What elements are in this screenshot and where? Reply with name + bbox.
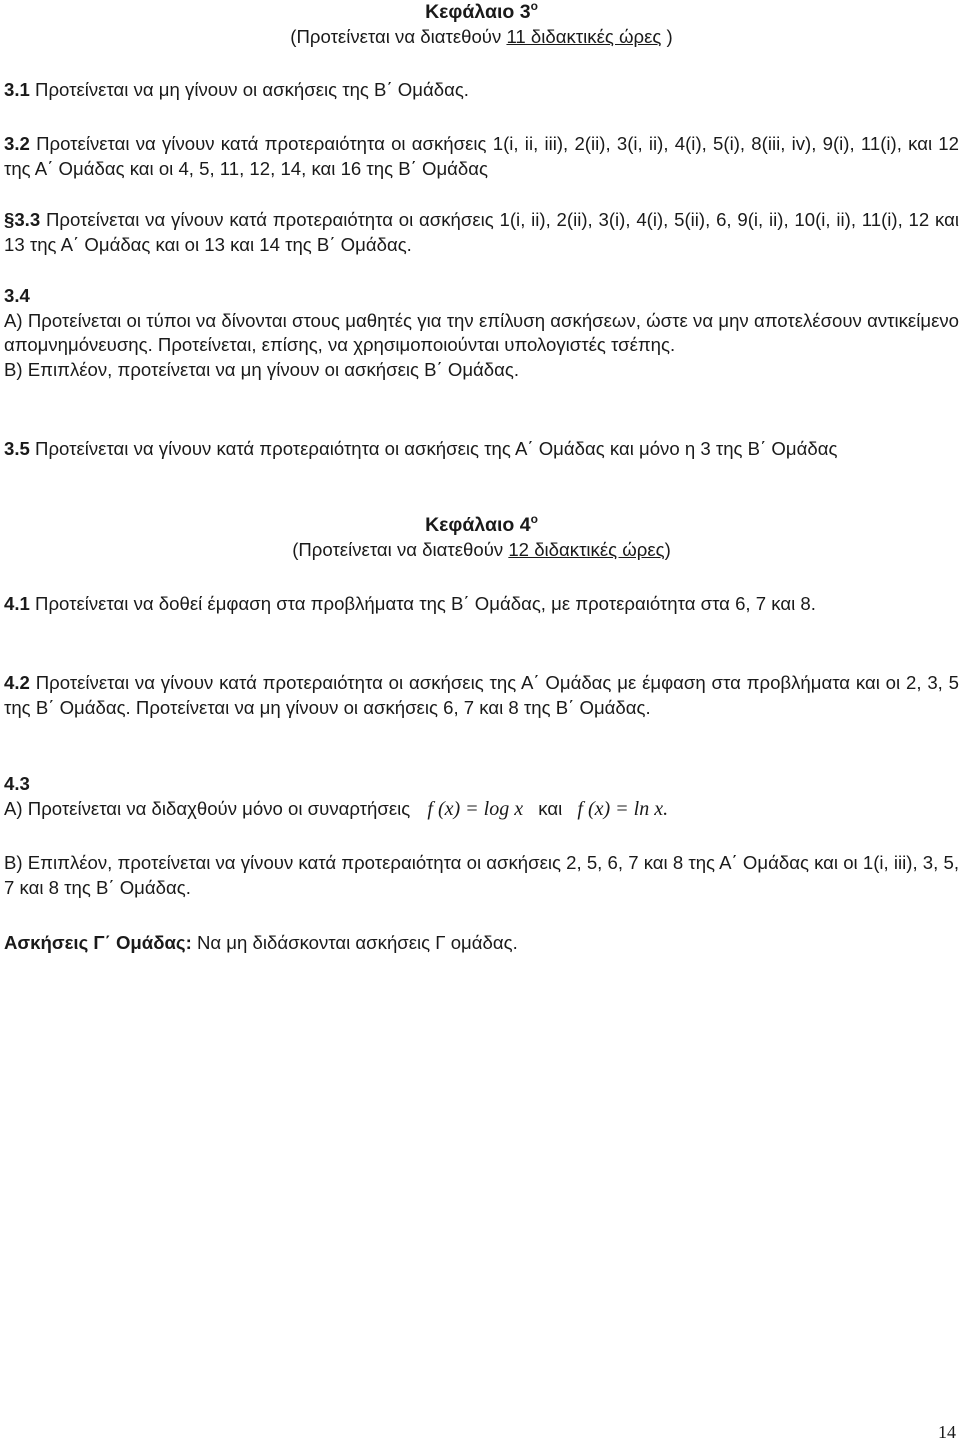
section-3-4-part-b: Β) Επιπλέον, προτείνεται να μη γίνουν οι ασκήσεις Β΄ Ομάδας. — [4, 358, 520, 380]
chapter-4-hours: 12 διδακτικές ώρες — [508, 538, 665, 560]
chapter-3-hours-prefix: (Προτείνεται να διατεθούν — [290, 25, 507, 47]
section-symbol: § — [4, 209, 15, 230]
section-3-1 — [4, 78, 959, 103]
section-3-1-number: 3.1 — [4, 79, 30, 100]
section-4-3-number: 4.3 — [4, 773, 30, 794]
formula-connector: και — [538, 797, 563, 819]
chapter-3-header — [4, 0, 959, 49]
section-4-1-number: 4.1 — [4, 593, 30, 614]
chapter-4-title-sup: ο — [530, 512, 538, 526]
chapter-4-hours-suffix: ) — [664, 538, 671, 560]
section-3-5 — [4, 437, 959, 462]
group-c-label: Ασκήσεις Γ΄ Ομάδας: — [4, 932, 192, 953]
group-c-text: Να μη διδάσκονται ασκήσεις Γ ομάδας. — [191, 932, 518, 953]
page-number: 14 — [938, 1422, 956, 1442]
chapter-3-title-sup: ο — [530, 0, 538, 13]
section-4-3-part-a — [4, 797, 959, 822]
section-4-3 — [4, 772, 959, 900]
section-4-2-number: 4.2 — [4, 672, 30, 693]
section-3-4-number: 3.4 — [4, 285, 30, 306]
chapter-4-hours-prefix: (Προτείνεται να διατεθούν — [292, 538, 509, 560]
section-4-1 — [4, 592, 959, 617]
formula-ln-text: f (x) = ln x. — [577, 797, 669, 820]
section-3-4 — [4, 284, 959, 382]
section-4-2 — [4, 671, 959, 720]
section-4-3-part-b: Β) Επιπλέον, προτείνεται να γίνουν κατά προτεραιότητα οι ασκήσεις 2, 5, 6, 7 και 8 της Α΄ Ομάδας και οι 1(i, iii), 3, 5, 7 και 8 της Β΄ Ομάδας. — [4, 852, 959, 898]
section-3-1-text: Προτείνεται να μη γίνουν οι ασκήσεις της Β΄ Ομάδας. — [29, 79, 469, 100]
section-3-3 — [4, 208, 959, 257]
section-3-2-number: 3.2 — [4, 133, 30, 154]
chapter-3-title: Κεφάλαιο 3 — [425, 1, 531, 23]
section-3-3-number: 3.3 — [14, 209, 41, 230]
section-3-2 — [4, 132, 959, 181]
section-3-3-text: Προτείνεται να γίνουν κατά προτεραιότητα οι ασκήσεις 1(i, ii), 2(ii), 3(i), 4(i), 5(ii), 6, 9(i, ii), 10(i, ii), 11(i), 12 και 13 της Α΄ Ομάδας και οι 13 και 14 της Β΄ Ομάδας. — [4, 209, 959, 255]
group-c-note — [4, 931, 959, 956]
section-4-3-part-a-text: Α) Προτείνεται να διδαχθούν μόνο οι συναρτήσεις — [4, 797, 411, 819]
section-3-4-part-a: Α) Προτείνεται οι τύποι να δίνονται στους μαθητές για την επίλυση ασκήσεων, ώστε να μην αποτελέσουν αντικείμενο απομνημόνευσης. Προτείνεται, επίσης, να χρησιμοποιούνται υπολογιστές τσέπης. — [4, 309, 959, 355]
section-3-5-number: 3.5 — [4, 438, 30, 459]
formula-ln — [577, 798, 668, 820]
formula-log — [427, 798, 523, 820]
section-4-2-text: Προτείνεται να γίνουν κατά προτεραιότητα οι ασκήσεις της Α΄ Ομάδας με έμφαση στα προβλήματα και οι 2, 3, 5 της Β΄ Ομάδας. Προτείνεται να μη γίνουν οι ασκήσεις 6, 7 και 8 της Β΄ Ομάδας. — [4, 672, 959, 718]
chapter-4-title: Κεφάλαιο 4 — [425, 514, 531, 536]
section-3-2-text: Προτείνεται να γίνουν κατά προτεραιότητα οι ασκήσεις 1(i, ii, iii), 2(ii), 3(i, ii), 4(i), 5(i), 8(iii, iv), 9(i), 11(i), και 12 της Α΄ Ομάδας και οι 4, 5, 11, 12, 14, και 16 της Β΄ Ομάδας — [4, 133, 959, 179]
chapter-3-hours-suffix: ) — [661, 25, 673, 47]
formula-log-text: f (x) = log x — [427, 797, 524, 820]
chapter-4-header — [4, 513, 959, 562]
section-3-5-text: Προτείνεται να γίνουν κατά προτεραιότητα οι ασκήσεις της Α΄ Ομάδας και μόνο η 3 της Β΄ Ομάδας — [29, 438, 838, 459]
section-4-1-text: Προτείνεται να δοθεί έμφαση στα προβλήματα της Β΄ Ομάδας, με προτεραιότητα στα 6, 7 και 8. — [29, 593, 816, 614]
chapter-3-hours: 11 διδακτικές ώρες — [506, 25, 662, 47]
